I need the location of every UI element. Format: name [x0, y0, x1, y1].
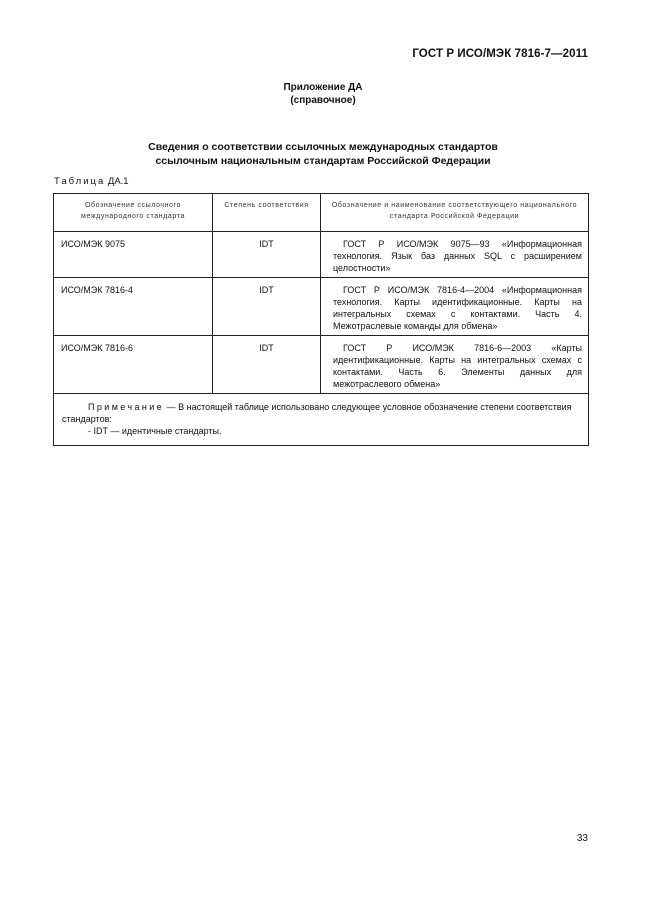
page-number: 33	[576, 833, 588, 844]
section-title	[0, 140, 646, 168]
international-standard-cell: ИСО/МЭК 7816-6	[54, 336, 213, 393]
note-text: — В настоящей таблице использовано следующее условное обозначение степени соответствия стандартов:	[62, 402, 572, 424]
appendix-subtitle: (справочное)	[290, 95, 356, 106]
table-caption	[54, 176, 129, 187]
national-standard-cell: ГОСТ Р ИСО/МЭК 7816-6—2003 «Карты идентификационные. Карты на интегральных схемах с контактами. Часть 6. Элементы данных для межотраслевого обмена»	[333, 343, 582, 389]
section-title-line-1: Сведения о соответствии ссылочных международных стандартов	[148, 141, 498, 153]
section-title-line-2: ссылочным национальным стандартам Российской Федерации	[155, 155, 491, 167]
international-standard-cell: ИСО/МЭК 7816-4	[54, 278, 213, 335]
table-note	[54, 394, 588, 445]
table-row	[54, 232, 588, 278]
correspondence-table	[53, 193, 589, 446]
note-label: Примечание	[88, 402, 165, 412]
header-degree: Степень соответствия	[213, 194, 321, 231]
appendix-heading	[0, 81, 646, 107]
table-caption-prefix: Таблица	[54, 176, 106, 187]
degree-cell: IDT	[213, 336, 321, 393]
table-caption-number: ДА.1	[107, 176, 129, 187]
table-row	[54, 278, 588, 336]
national-standard-cell: ГОСТ Р ИСО/МЭК 7816-4—2004 «Информационная технология. Карты идентификационные. Карты на интегральных схемах с контактами. Часть 4. Межотраслевые команды для обмена»	[333, 285, 582, 331]
appendix-title: Приложение ДА	[283, 82, 363, 93]
international-standard-cell: ИСО/МЭК 9075	[54, 232, 213, 277]
degree-cell: IDT	[213, 278, 321, 335]
note-item: - IDT — идентичные стандарты.	[88, 426, 222, 436]
header-international-standard: Обозначение ссылочного международного стандарта	[54, 194, 213, 231]
table-row	[54, 336, 588, 394]
degree-cell: IDT	[213, 232, 321, 277]
header-national-standard: Обозначение и наименование соответствующего национального стандарта Российской Федерации	[331, 202, 578, 220]
document-code: ГОСТ Р ИСО/МЭК 7816-7—2011	[412, 48, 588, 60]
table-header-row	[54, 194, 588, 232]
national-standard-cell: ГОСТ Р ИСО/МЭК 9075—93 «Информационная технология. Язык баз данных SQL с расширением целостности»	[333, 239, 582, 273]
note-paragraph	[62, 401, 580, 425]
